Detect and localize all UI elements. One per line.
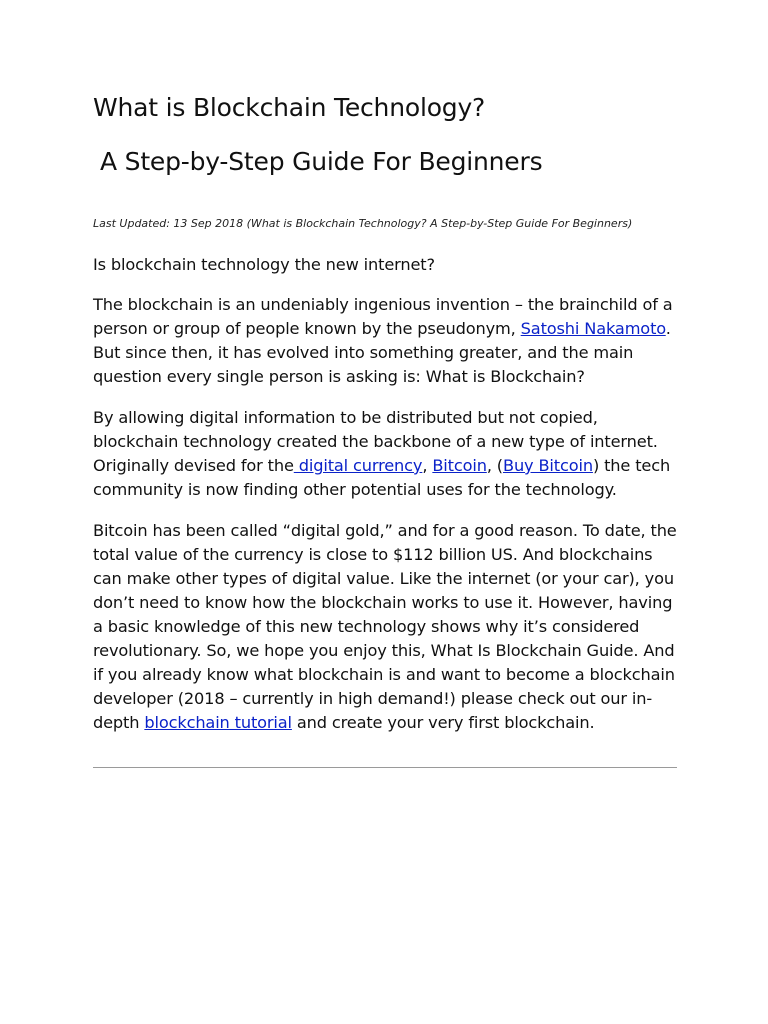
last-updated-note: Last Updated: 13 Sep 2018 (What is Blockchain Technology? A Step-by-Step Guide For Beginners) [93,217,633,230]
article [93,88,677,768]
section-divider [93,767,677,768]
digital-text-2: , [422,456,433,475]
question-paragraph: Is blockchain technology the new internet? [93,255,435,274]
bitcoin-link[interactable]: Bitcoin [432,456,487,475]
digital-text-1: By allowing digital information to be distributed but not copied, blockchain technology created the backbone of a new type of internet. Originally devised for the [93,408,658,475]
digital-info-paragraph [93,406,677,502]
article-title: What is Blockchain Technology? [93,93,486,122]
intro-paragraph [93,293,677,389]
gold-text-1: Bitcoin has been called “digital gold,” and for a good reason. To date, the total value of the currency is close to $112 billion US. And blockchains can make other types of digital value. Like the internet (or your car), you don’t need to know how the blockchain works to use it. However, having a basic knowledge of this new technology shows why it’s considered revolutionary. So, we hope you enjoy this, What Is Blockchain Guide. And if you already know what blockchain is and want to become a blockchain developer (2018 – currently in high demand!) please check out our in-depth [93,521,677,732]
satoshi-nakamoto-link[interactable]: Satoshi Nakamoto [520,319,666,338]
blockchain-tutorial-link[interactable]: blockchain tutorial [144,713,292,732]
digital-text-4: ) the tech community is now finding other potential uses for the technology. [93,456,671,499]
digital-gold-paragraph [93,519,677,735]
article-subtitle: A Step-by-Step Guide For Beginners [100,147,543,176]
digital-text-3: , ( [486,456,503,475]
gold-text-2: and create your very first blockchain. [291,713,595,732]
digital-currency-link[interactable]: digital currency [293,456,423,475]
buy-bitcoin-link[interactable]: Buy Bitcoin [502,456,593,475]
intro-text-after: . But since then, it has evolved into something greater, and the main question every single person is asking is: What is Blockchain? [93,319,671,386]
intro-text-before: The blockchain is an undeniably ingenious invention – the brainchild of a person or group of people known by the pseudonym, [93,295,673,338]
